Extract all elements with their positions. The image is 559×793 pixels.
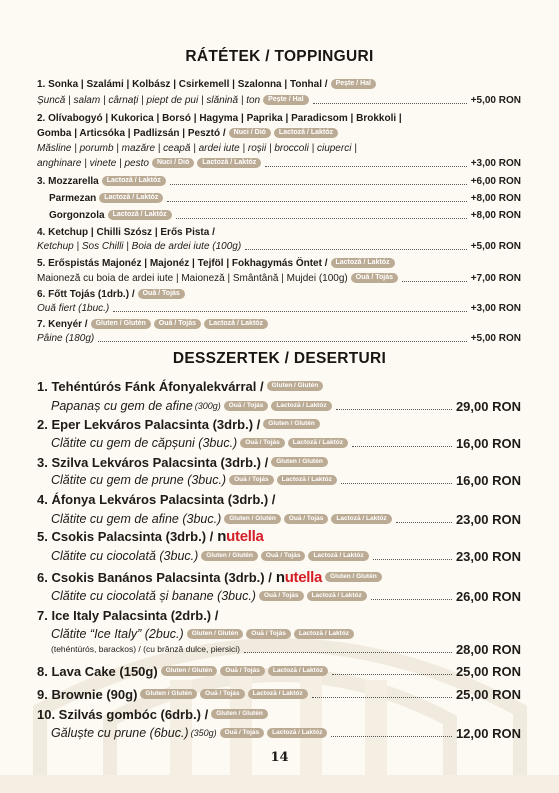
dessert-2-hu: 2. Eper Lekváros Palacsinta (3drb.) / Gluten / Glutén xyxy=(37,416,521,432)
leader-dots xyxy=(170,184,467,185)
allergen-badge: Lactoză / Laktóz xyxy=(294,629,354,639)
dessert-7-hu: 7. Ice Italy Palacsinta (2drb.) / xyxy=(37,607,219,623)
allergen-badge: Lactoză / Laktóz xyxy=(331,514,391,524)
topping-1-hu: 1. Sonka | Szalámi | Kolbász | Csirkemell | Szalonna | Tonhal / Pește / Hal xyxy=(37,76,521,92)
nutella-logo: nutella xyxy=(275,568,323,586)
allergen-badge: Gluten / Glutén xyxy=(325,572,382,582)
topping-4-ro: Ketchup | Sos Chilli | Boia de ardei iute (100g) +5,00 RON xyxy=(37,240,521,252)
allergen-badge: Ouă / Tojás xyxy=(154,319,201,329)
topping-7-ro: Pâine (180g) +5,00 RON xyxy=(37,332,521,344)
price: 26,00 RON xyxy=(455,588,521,604)
allergen-badge: Lactoză / Laktóz xyxy=(288,438,348,448)
allergen-badge: Lactoză / Laktóz xyxy=(268,666,328,676)
price: +6,00 RON xyxy=(470,175,521,187)
leader-dots xyxy=(98,341,466,342)
allergen-badge: Pește / Hal xyxy=(263,95,308,105)
allergen-badge: Lactoză / Laktóz xyxy=(331,258,395,268)
leader-dots xyxy=(341,483,452,484)
leader-dots xyxy=(113,311,466,312)
allergen-badge: Gluten / Glutén xyxy=(224,514,281,524)
leader-dots xyxy=(312,697,452,698)
price: +8,00 RON xyxy=(470,192,521,204)
desserts-title: DESSZERTEK / DESERTURI xyxy=(172,350,387,367)
price: 25,00 RON xyxy=(455,663,521,679)
price: +5,00 RON xyxy=(470,240,521,252)
leader-dots xyxy=(396,522,452,523)
dessert-10-ro: Găluște cu prune (6buc.) (350g) Ouă / Tojás Lactoză / Laktóz 12,00 RON xyxy=(51,725,521,741)
topping-2-ro-line2: anghinare | vinete | pesto Nuci / Dió Lactoză / Laktóz +3,00 RON xyxy=(37,157,521,169)
leader-dots xyxy=(371,599,452,600)
price: 16,00 RON xyxy=(455,435,521,451)
allergen-badge: Gluten / Glutén xyxy=(211,709,268,719)
allergen-badge: Ouă / Tojás xyxy=(259,591,304,601)
allergen-badge: Pește / Hal xyxy=(331,79,376,89)
dessert-10-hu: 10. Szilvás gombóc (6drb.) / Gluten / Glutén xyxy=(37,706,521,722)
toppings-title: RÁTÉTEK / TOPPINGURI xyxy=(185,48,374,65)
allergen-badge: Ouă / Tojás xyxy=(246,629,291,639)
dessert-1-ro: Papanaș cu gem de afine (300g) Ouă / Tojás Lactoză / Laktóz 29,00 RON xyxy=(51,398,521,414)
dessert-7-note: (tehéntúrós, barackos) / (cu brânză dulce, piersici) 28,00 RON xyxy=(51,641,521,657)
topping-6-ro: Ouă fiert (1buc.) +3,00 RON xyxy=(37,302,521,314)
allergen-badge: Gluten / Glutén xyxy=(201,551,258,561)
allergen-badge: Ouă / Tojás xyxy=(224,401,269,411)
dessert-3-hu: 3. Szilva Lekváros Palacsinta (3drb.) / Gluten / Glutén xyxy=(37,454,521,470)
dessert-6-ro: Clătite cu ciocolată și banane (3buc.) Ouă / Tojás Lactoză / Laktóz 26,00 RON xyxy=(51,588,521,604)
dessert-1-hu: 1. Tehéntúrós Fánk Áfonyalekvárral / Gluten / Glutén xyxy=(37,378,521,394)
leader-dots xyxy=(336,409,452,410)
topping-2-hu-line2: Gomba | Articsóka | Padlizsán | Pesztó / Nuci / Dió Lactoză / Laktóz xyxy=(37,125,521,141)
leader-dots xyxy=(244,652,452,653)
price: 12,00 RON xyxy=(455,725,521,741)
allergen-badge: Lactoză / Laktóz xyxy=(308,551,368,561)
leader-dots xyxy=(373,559,452,560)
dessert-5-ro: Clătite cu ciocolată (3buc.) Gluten / Glutén Ouă / Tojás Lactoză / Laktóz 23,00 RON xyxy=(51,548,521,564)
price: +3,00 RON xyxy=(470,157,521,169)
topping-3b: Parmezan Lactoză / Laktóz +8,00 RON xyxy=(49,192,521,204)
nutella-logo: nutella xyxy=(217,527,264,545)
allergen-badge: Gluten / Glutén xyxy=(263,419,320,429)
allergen-badge: Lactoză / Laktóz xyxy=(274,128,338,138)
allergen-badge: Lactoză / Laktóz xyxy=(271,401,331,411)
allergen-badge: Gluten / Glutén xyxy=(140,689,197,699)
allergen-badge: Lactoză / Laktóz xyxy=(204,319,268,329)
leader-dots xyxy=(402,281,467,282)
allergen-badge: Lactoză / Laktóz xyxy=(267,728,327,738)
allergen-badge: Lactoză / Laktóz xyxy=(102,176,166,186)
leader-dots xyxy=(313,103,467,104)
leader-dots xyxy=(265,166,466,167)
allergen-badge: Lactoză / Laktóz xyxy=(197,158,261,168)
price: +8,00 RON xyxy=(470,209,521,221)
dessert-4-hu: 4. Áfonya Lekváros Palacsinta (3drb.) / xyxy=(37,491,276,507)
allergen-badge: Ouă / Tojás xyxy=(351,273,398,283)
topping-5-ro: Maioneză cu boia de ardei iute | Maioneză | Smântână | Mujdei (100g) Ouă / Tojás +7,00 RON xyxy=(37,272,521,284)
allergen-badge: Lactoză / Laktóz xyxy=(248,689,308,699)
leader-dots xyxy=(332,674,452,675)
allergen-badge: Ouă / Tojás xyxy=(240,438,285,448)
allergen-badge: Ouă / Tojás xyxy=(229,475,274,485)
topping-2-hu-line1: 2. Olívabogyó | Kukorica | Borsó | Hagyma | Paprika | Paradicsom | Brokkoli | xyxy=(37,112,402,124)
dessert-9: 9. Brownie (90g) Gluten / Glutén Ouă / Tojás Lactoză / Laktóz 25,00 RON xyxy=(37,686,521,702)
price: +5,00 RON xyxy=(470,94,521,106)
leader-dots xyxy=(245,249,466,250)
topping-2-ro-line1: Măsline | porumb | mazăre | ceapă | ardei iute | roșii | broccoli | ciuperci | xyxy=(37,142,357,154)
price: +7,00 RON xyxy=(470,272,521,284)
leader-dots xyxy=(331,736,452,737)
price: 23,00 RON xyxy=(455,548,521,564)
dessert-3-ro: Clătite cu gem de prune (3buc.) Ouă / Tojás Lactoză / Laktóz 16,00 RON xyxy=(51,472,521,488)
dessert-6-hu: 6. Csokis Banános Palacsinta (3drb.) / nutella Gluten / Glutén xyxy=(37,569,521,585)
allergen-badge: Lactoză / Laktóz xyxy=(277,475,337,485)
allergen-badge: Gluten / Glutén xyxy=(187,629,244,639)
dessert-2-ro: Clătite cu gem de căpșuni (3buc.) Ouă / Tojás Lactoză / Laktóz 16,00 RON xyxy=(51,435,521,451)
dessert-4-ro: Clătite cu gem de afine (3buc.) Gluten / Glutén Ouă / Tojás Lactoză / Laktóz 23,00 RON xyxy=(51,511,521,527)
allergen-badge: Gluten / Glutén xyxy=(271,457,328,467)
allergen-badge: Ouă / Tojás xyxy=(261,551,306,561)
allergen-badge: Gluten / Glutén xyxy=(91,319,151,329)
leader-dots xyxy=(352,446,452,447)
leader-dots xyxy=(176,218,467,219)
allergen-badge: Gluten / Glutén xyxy=(161,666,218,676)
price: 28,00 RON xyxy=(455,641,521,657)
allergen-badge: Lactoză / Laktóz xyxy=(108,210,172,220)
price: 16,00 RON xyxy=(455,472,521,488)
dessert-8: 8. Lava Cake (150g) Gluten / Glutén Ouă / Tojás Lactoză / Laktóz 25,00 RON xyxy=(37,663,521,679)
price: 29,00 RON xyxy=(455,398,521,414)
allergen-badge: Ouă / Tojás xyxy=(220,666,265,676)
allergen-badge: Ouă / Tojás xyxy=(284,514,329,524)
allergen-badge: Gluten / Glutén xyxy=(267,381,324,391)
allergen-badge: Lactoză / Laktóz xyxy=(99,193,163,203)
topping-3: 3. Mozzarella Lactoză / Laktóz +6,00 RON xyxy=(37,175,521,187)
allergen-badge: Nuci / Dió xyxy=(152,158,194,168)
allergen-badge: Ouă / Tojás xyxy=(220,728,265,738)
leader-dots xyxy=(167,201,466,202)
price: +5,00 RON xyxy=(470,332,521,344)
dessert-7-ro: Clătite “Ice Italy” (2buc.) Gluten / Glutén Ouă / Tojás Lactoză / Laktóz xyxy=(51,626,521,642)
topping-3c: Gorgonzola Lactoză / Laktóz +8,00 RON xyxy=(49,209,521,221)
allergen-badge: Ouă / Tojás xyxy=(200,689,245,699)
dessert-5-hu: 5. Csokis Palacsinta (3drb.) / nutella xyxy=(37,527,264,545)
topping-7-hu: 7. Kenyér / Gluten / Glutén Ouă / Tojás Lactoză / Laktóz xyxy=(37,316,521,332)
price: 23,00 RON xyxy=(455,511,521,527)
allergen-badge: Nuci / Dió xyxy=(229,128,271,138)
allergen-badge: Lactoză / Laktóz xyxy=(307,591,367,601)
allergen-badge: Ouă / Tojás xyxy=(138,289,185,299)
topping-1-ro: Șuncă | salam | cârnați | piept de pui | slănină | ton Pește / Hal +5,00 RON xyxy=(37,94,521,106)
topping-5-hu: 5. Erőspistás Majonéz | Majonéz | Tejföl | Fokhagymás Öntet / Lactoză / Laktóz xyxy=(37,255,521,271)
topping-6-hu: 6. Főtt Tojás (1drb.) / Ouă / Tojás xyxy=(37,286,521,302)
price: 25,00 RON xyxy=(455,686,521,702)
page-number: 14 xyxy=(270,750,289,765)
price: +3,00 RON xyxy=(470,302,521,314)
topping-4-hu: 4. Ketchup | Chilli Szósz | Erős Pista / xyxy=(37,226,215,238)
